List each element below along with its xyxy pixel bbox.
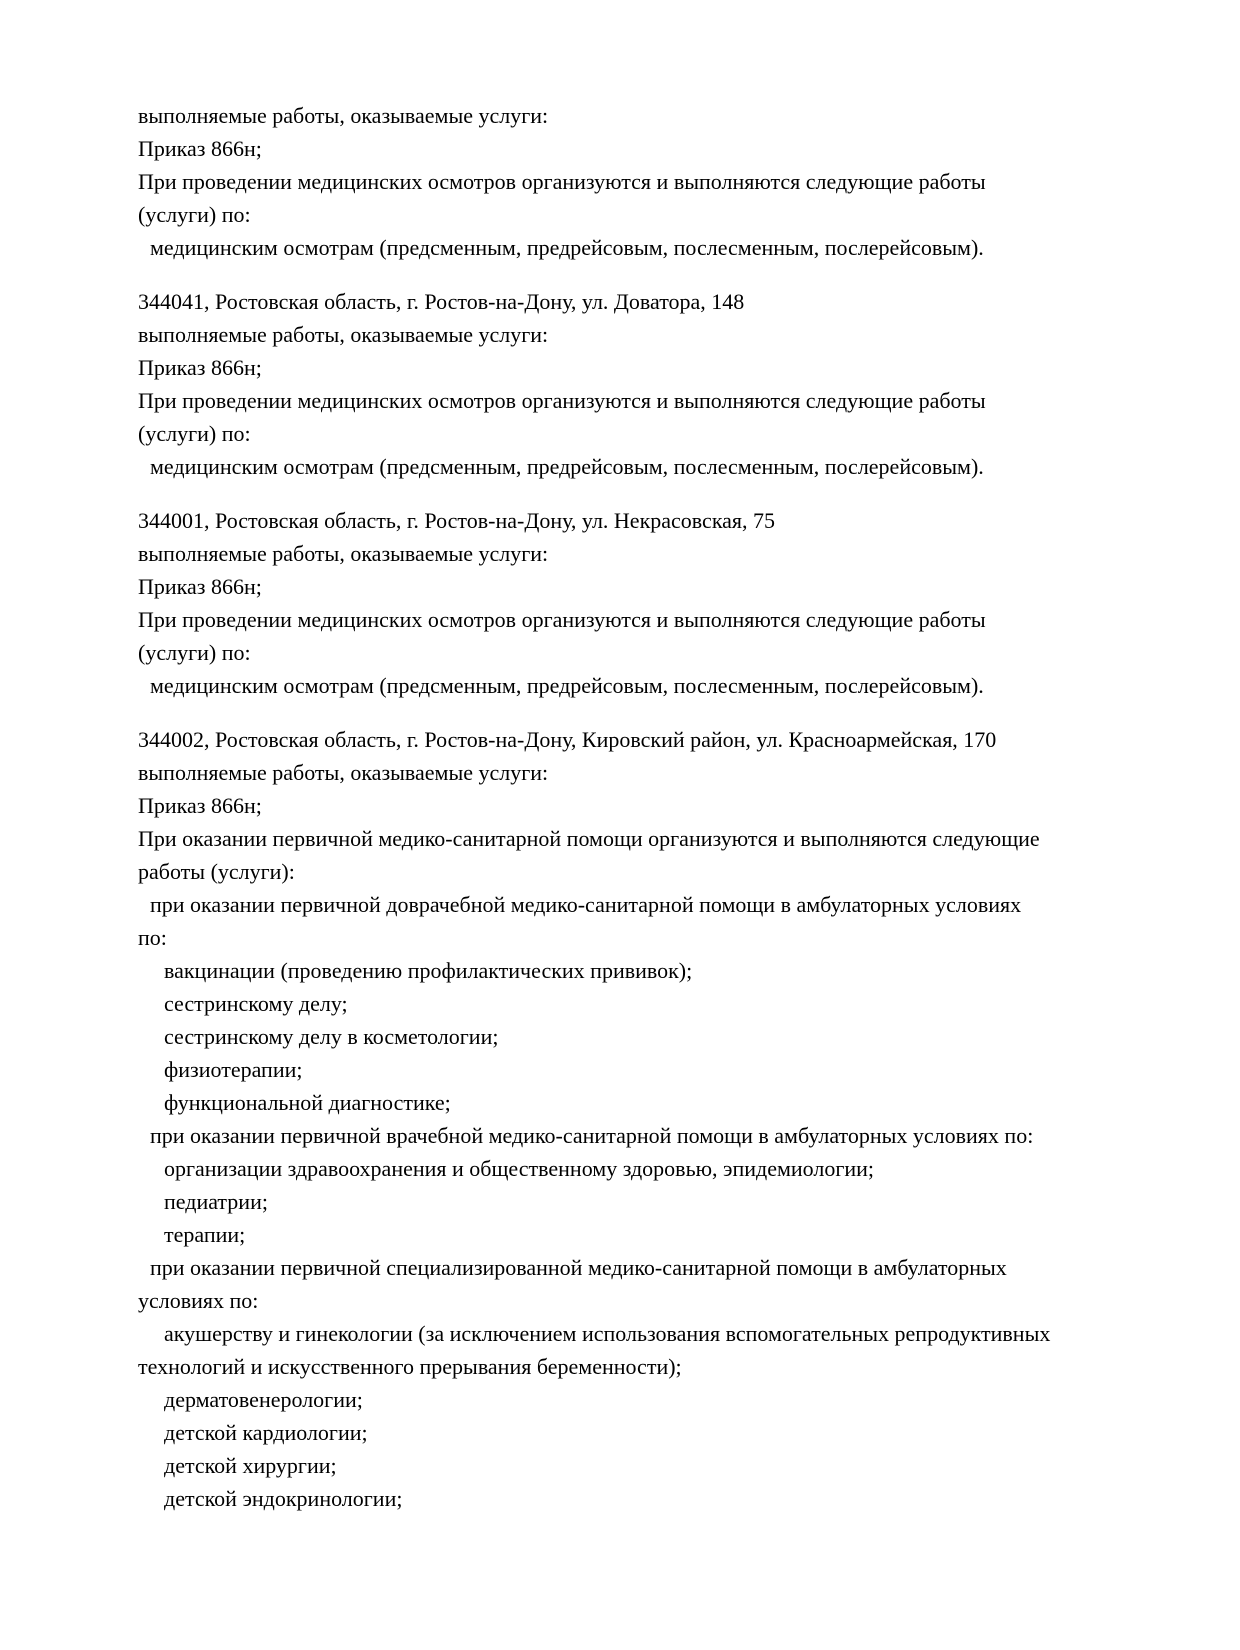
text-line: работы (услуги): — [138, 859, 295, 884]
text-line: медицинским осмотрам (предсменным, предрейсовым, послесменным, послерейсовым). — [150, 454, 984, 479]
document-content — [138, 99, 1140, 1515]
text-line: сестринскому делу в косметологии; — [164, 1024, 499, 1049]
text-line: 344041, Ростовская область, г. Ростов-на-Дону, ул. Доватора, 148 — [138, 289, 745, 314]
address-block-344001 — [138, 504, 1140, 702]
text-line: медицинским осмотрам (предсменным, предрейсовым, послесменным, послерейсовым). — [150, 673, 984, 698]
text-line: (услуги) по: — [138, 202, 251, 227]
text-line: При проведении медицинских осмотров организуются и выполняются следующие работы — [138, 169, 986, 194]
text-line: медицинским осмотрам (предсменным, предрейсовым, послесменным, послерейсовым). — [150, 235, 984, 260]
text-line: детской кардиологии; — [164, 1420, 368, 1445]
services-block-continuation — [138, 99, 1140, 264]
text-line: (услуги) по: — [138, 421, 251, 446]
text-line: Приказ 866н; — [138, 793, 262, 818]
text-line: акушерству и гинекологии (за исключением использования вспомогательных репродуктивных — [164, 1321, 1051, 1346]
text-line: Приказ 866н; — [138, 136, 262, 161]
address-block-344041 — [138, 285, 1140, 483]
text-line: выполняемые работы, оказываемые услуги: — [138, 103, 549, 128]
text-line: При оказании первичной медико-санитарной помощи организуются и выполняются следующие — [138, 826, 1040, 851]
text-line: Приказ 866н; — [138, 355, 262, 380]
text-line: сестринскому делу; — [164, 991, 348, 1016]
text-line: физиотерапии; — [164, 1057, 303, 1082]
text-line: педиатрии; — [164, 1189, 268, 1214]
text-line: по: — [138, 925, 167, 950]
text-line: детской хирургии; — [164, 1453, 337, 1478]
text-line: организации здравоохранения и общественному здоровью, эпидемиологии; — [164, 1156, 875, 1181]
text-line: 344002, Ростовская область, г. Ростов-на-Дону, Кировский район, ул. Красноармейская, 170 — [138, 727, 997, 752]
text-line: При проведении медицинских осмотров организуются и выполняются следующие работы — [138, 388, 986, 413]
text-line: условиях по: — [138, 1288, 259, 1313]
text-line: выполняемые работы, оказываемые услуги: — [138, 541, 549, 566]
text-line: при оказании первичной специализированной медико-санитарной помощи в амбулаторных — [150, 1255, 1007, 1280]
text-line: функциональной диагностике; — [164, 1090, 451, 1115]
text-line: Приказ 866н; — [138, 574, 262, 599]
text-line: при оказании первичной доврачебной медико-санитарной помощи в амбулаторных условиях — [150, 892, 1022, 917]
address-block-344002 — [138, 723, 1140, 1515]
text-line: при оказании первичной врачебной медико-санитарной помощи в амбулаторных условиях по: — [150, 1123, 1034, 1148]
text-line: терапии; — [164, 1222, 246, 1247]
text-line: детской эндокринологии; — [164, 1486, 403, 1511]
text-line: дерматовенерологии; — [164, 1387, 363, 1412]
text-line: технологий и искусственного прерывания беременности); — [138, 1354, 682, 1379]
text-line: 344001, Ростовская область, г. Ростов-на-Дону, ул. Некрасовская, 75 — [138, 508, 776, 533]
text-line: выполняемые работы, оказываемые услуги: — [138, 760, 549, 785]
text-line: (услуги) по: — [138, 640, 251, 665]
text-line: При проведении медицинских осмотров организуются и выполняются следующие работы — [138, 607, 986, 632]
text-line: выполняемые работы, оказываемые услуги: — [138, 322, 549, 347]
text-line: вакцинации (проведению профилактических прививок); — [164, 958, 693, 983]
